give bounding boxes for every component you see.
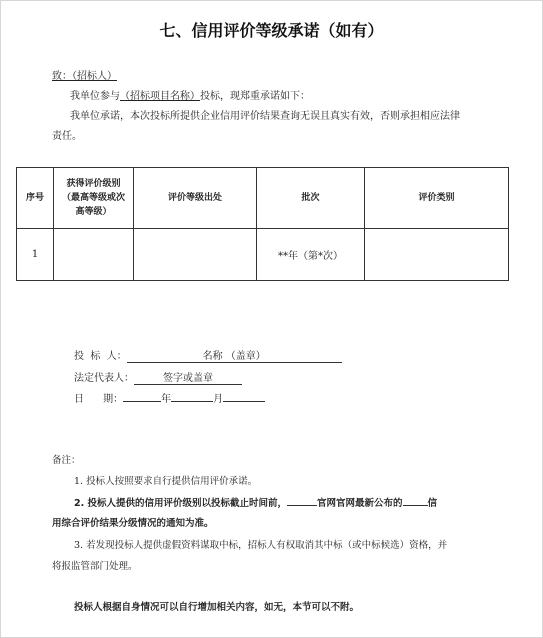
table-row bbox=[17, 229, 509, 281]
header-batch: 批次 bbox=[257, 168, 365, 229]
promise-line-2: 责任。 bbox=[52, 131, 82, 142]
legal-rep-label: 法定代表人： bbox=[74, 373, 134, 384]
header-rating-category: 评价类别 bbox=[365, 168, 509, 229]
bidder-field: 名称 （盖章） bbox=[127, 351, 342, 363]
month-label: 月 bbox=[213, 394, 224, 405]
header-index: 序号 bbox=[17, 168, 54, 229]
cell-rating-source bbox=[134, 229, 257, 281]
note-3-line-2: 将报监管部门处理。 bbox=[52, 561, 138, 572]
note-1: 1. 投标人按照要求自行提供信用评价承诺。 bbox=[74, 476, 258, 487]
legal-rep-line bbox=[74, 369, 242, 385]
date-label: 日 期： bbox=[74, 394, 124, 405]
cell-index: 1 bbox=[17, 229, 54, 281]
date-line bbox=[74, 390, 265, 405]
promise-line-1: 我单位承诺，本次投标所提供企业信用评价结果查询无误且真实有效，否则承担相应法律 bbox=[70, 111, 460, 122]
header-rating-level: 获得评价级别（最高等级或次高等级） bbox=[54, 168, 134, 229]
note-2-blank-1 bbox=[287, 494, 317, 506]
addressee-line bbox=[52, 67, 117, 82]
legal-rep-field: 签字或盖章 bbox=[134, 373, 242, 385]
credit-rating-table bbox=[16, 167, 509, 281]
note-2-line-1 bbox=[74, 494, 437, 509]
intro-suffix: 投标，现郑重承诺如下： bbox=[200, 91, 310, 102]
intro-prefix: 我单位参与 bbox=[70, 91, 120, 102]
intro-project: （招标项目名称） bbox=[120, 91, 200, 102]
page-title: 七、信用评价等级承诺（如有） bbox=[159, 21, 384, 40]
note-2-part-3: 信 bbox=[427, 498, 438, 509]
day-field bbox=[223, 390, 265, 402]
note-3-line-1: 3. 若发现投标人提供虚假资料谋取中标，招标人有权取消其中标（或中标候选）资格，并 bbox=[74, 540, 448, 551]
cell-rating-category bbox=[365, 229, 509, 281]
table-header-row bbox=[17, 168, 509, 229]
note-2-blank-2 bbox=[403, 494, 428, 506]
notes-label: 备注： bbox=[52, 455, 81, 466]
note-2-part-1: 2. 投标人提供的信用评价级别以投标截止时间前， bbox=[74, 498, 288, 509]
addressee-value: （招标人） bbox=[72, 71, 117, 82]
month-field bbox=[171, 390, 213, 402]
year-label: 年 bbox=[161, 394, 172, 405]
cell-batch: **年（第*次） bbox=[257, 229, 365, 281]
cell-rating-level bbox=[54, 229, 134, 281]
bidder-line bbox=[74, 347, 342, 363]
note-2-line-2: 用综合评价结果分级情况的通知为准。 bbox=[52, 518, 214, 529]
header-rating-source: 评价等级出处 bbox=[134, 168, 257, 229]
bidder-label: 投 标 人： bbox=[74, 351, 127, 362]
note-2-part-2: 官网官网最新公布的 bbox=[317, 498, 403, 509]
final-note: 投标人根据自身情况可以自行增加相关内容，如无，本节可以不附。 bbox=[74, 602, 360, 613]
intro-line bbox=[70, 87, 310, 102]
addressee-prefix: 致： bbox=[52, 71, 72, 82]
year-field bbox=[123, 390, 161, 402]
